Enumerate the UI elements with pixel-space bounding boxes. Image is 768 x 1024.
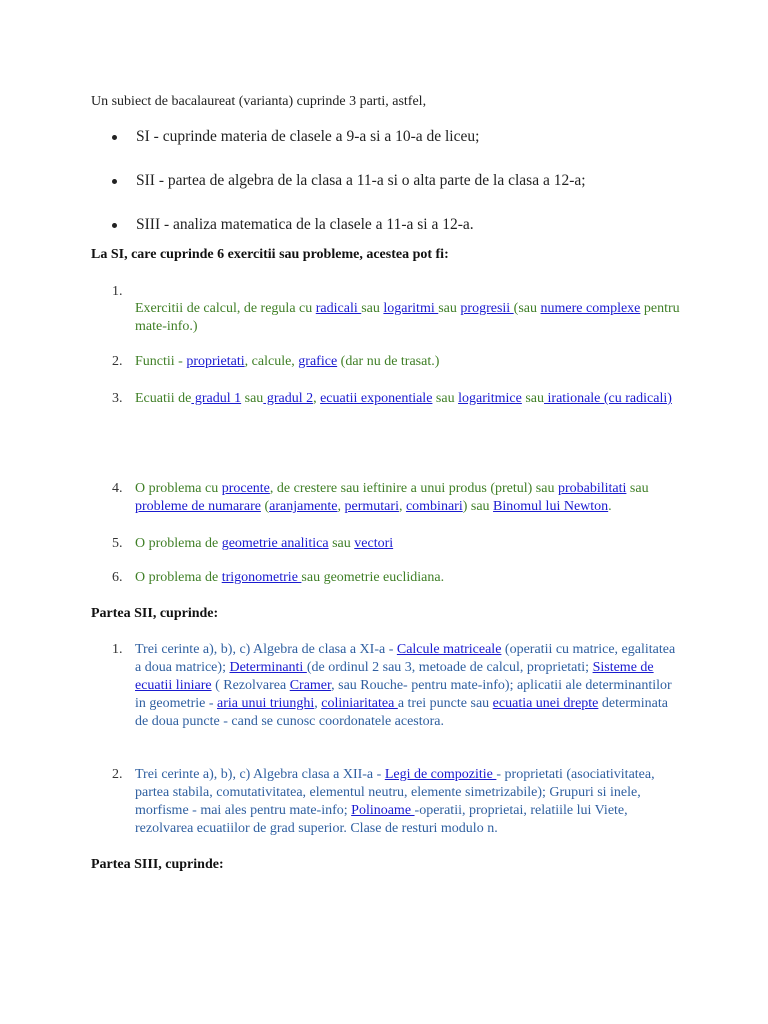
bullet-item: SIII - analiza matematica de la clasele a 11-a si a 12-a. (112, 215, 586, 259)
item-number: 5. (112, 536, 123, 551)
item-text: O problema de geometrie analitica sau vectori (135, 536, 394, 551)
intro-text: Un subiect de bacalaureat (varianta) cuprinde 3 parti, astfel, (91, 94, 427, 109)
link-vectori[interactable]: vectori (354, 536, 394, 551)
link-probleme-de-numarare[interactable]: probleme de numarare (135, 499, 261, 514)
link-polinoame[interactable]: Polinoame (351, 803, 415, 818)
link-coliniaritatea[interactable]: coliniaritatea (321, 696, 398, 711)
link-trigonometrie[interactable]: trigonometrie (221, 570, 302, 585)
link-gradul-1[interactable]: gradul 1 (191, 391, 242, 406)
item-text: Trei cerinte a), b), c) Algebra clasa a XII-a - Legi de compozitie - proprietati (asociativitatea, partea stabila, comutativitatea, elementul neutru, elemente simetrizabile); Grupuri si inele, morfisme - mai ales pentru mate-info; Polinoame -operatii, proprietai, relatiile lui Viete, rezolvarea ecuatiilor de grad superior. Clase de resturi modulo n. (135, 767, 655, 836)
link-radicali[interactable]: radicali (315, 301, 362, 316)
link-aria-unui-triunghi[interactable]: aria unui triunghi (217, 696, 315, 711)
link-grafice[interactable]: grafice (298, 354, 338, 369)
item-text: O problema cu procente, de crestere sau ieftinire a unui produs (pretul) sau probabilitati sau probleme de numarare (aranjamente, permutari, combinari) sau Binomul lui Newton. (135, 481, 649, 514)
item-text: Ecuatii de gradul 1 sau gradul 2, ecuatii exponentiale sau logaritmice sau irationale (cu radicali) (135, 391, 672, 406)
section-heading-siii: Partea SIII, cuprinde: (91, 857, 224, 872)
link-numere-complexe[interactable]: numere complexe (540, 301, 641, 316)
bullet-icon (112, 135, 117, 140)
link-probabilitati[interactable]: probabilitati (557, 481, 627, 496)
link-irationale[interactable]: irationale (cu radicali) (544, 391, 672, 406)
bullet-icon (112, 223, 117, 228)
bullet-item: SI - cuprinde materia de clasele a 9-a si a 10-a de liceu; (112, 127, 586, 171)
item-number: 4. (112, 481, 123, 496)
item-text: Trei cerinte a), b), c) Algebra de clasa a XI-a - Calcule matriceale (operatii cu matrice, egalitatea a doua matrice); Determinanti (de ordinul 2 sau 3, metoade de calcul, proprietati; Sisteme de ecuatii liniare ( Rezolvarea Cramer, sau Rouche- pentru mate-info); aplicatii ale determinantilor in geometrie - aria unui triunghi, coliniaritatea a trei puncte sau ecuatia unei drepte determinata de doua puncte - cand se cunosc coordonatele acestora. (135, 642, 676, 729)
link-ecuatii-exponentiale[interactable]: ecuatii exponentiale (320, 391, 433, 406)
section-heading-si: La SI, care cuprinde 6 exercitii sau probleme, acestea pot fi: (91, 247, 449, 262)
link-geometrie-analitica[interactable]: geometrie analitica (221, 536, 329, 551)
item-text: Exercitii de calcul, de regula cu radicali sau logaritmi sau progresii (sau numere complexe pentru mate-info.) (135, 301, 680, 334)
item-text: Functii - proprietati, calcule, grafice (dar nu de trasat.) (135, 354, 440, 369)
link-legi-de-compozitie[interactable]: Legi de compozitie (384, 767, 497, 782)
link-determinanti[interactable]: Determinanti (229, 660, 307, 675)
item-text: O problema de trigonometrie sau geometrie euclidiana. (135, 570, 445, 585)
link-binomul-lui-newton[interactable]: Binomul lui Newton (493, 499, 609, 514)
link-logaritmi[interactable]: logaritmi (383, 301, 439, 316)
link-logaritmice[interactable]: logaritmice (458, 391, 522, 406)
bullet-list (112, 127, 586, 259)
item-number: 2. (112, 767, 123, 782)
link-proprietati[interactable]: proprietati (186, 354, 245, 369)
link-calcule-matriceale[interactable]: Calcule matriceale (396, 642, 502, 657)
item-number: 1. (112, 284, 123, 299)
link-progresii[interactable]: progresii (460, 301, 514, 316)
link-aranjamente[interactable]: aranjamente (269, 499, 338, 514)
link-permutari[interactable]: permutari (344, 499, 399, 514)
link-procente[interactable]: procente (221, 481, 270, 496)
item-number: 1. (112, 642, 123, 657)
link-cramer[interactable]: Cramer (289, 678, 332, 693)
section-heading-sii: Partea SII, cuprinde: (91, 606, 219, 621)
item-number: 3. (112, 391, 123, 406)
link-ecuatia-unei-drepte[interactable]: ecuatia unei drepte (492, 696, 599, 711)
bullet-item: SII - partea de algebra de la clasa a 11-a si o alta parte de la clasa a 12-a; (112, 171, 586, 215)
link-sisteme-de-ecuatii-liniare[interactable]: Sisteme de ecuatii liniare (135, 660, 654, 693)
item-number: 2. (112, 354, 123, 369)
link-gradul-2[interactable]: gradul 2 (263, 391, 314, 406)
item-number: 6. (112, 570, 123, 585)
bullet-icon (112, 179, 117, 184)
link-combinari[interactable]: combinari (405, 499, 463, 514)
